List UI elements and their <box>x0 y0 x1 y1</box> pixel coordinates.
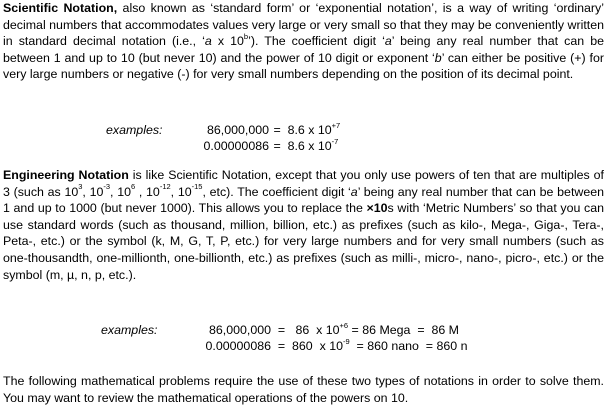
paragraph-text: ’ being any real number that can be between 1 and up to 10 (but never 10) and the power of 10 digit or exponent ‘ <box>3 34 604 65</box>
italic-variable: a <box>204 34 212 49</box>
paragraph-text: ’ being any real number that can be between 1 and up to 1000 (but never 1000). This allows you to replace the <box>3 184 605 216</box>
exponent: 6 <box>130 182 136 192</box>
example-result-text: = 8.6 x 10 <box>270 139 332 153</box>
example-value: 86,000,000 <box>208 323 271 337</box>
engineering-notation-paragraph <box>3 167 604 283</box>
paragraph-text: , 10 <box>82 184 104 199</box>
paragraph-text: is like Scientific Notation, except that you only use powers of ten that are multiples of 3 (such as 10 <box>3 168 604 199</box>
scientific-notation-term: Scientific Notation, <box>3 1 118 15</box>
examples-label: examples: <box>106 123 163 137</box>
bold-times-ten: ×10 <box>366 201 388 216</box>
example-result-text: = 860 x 10 <box>271 339 343 353</box>
italic-variable: a <box>350 184 358 199</box>
paragraph-text: , 10 <box>110 184 131 199</box>
scientific-notation-paragraph <box>3 0 604 83</box>
examples-label: examples: <box>101 323 158 337</box>
example-result <box>271 338 467 355</box>
example-value: 86,000,000 <box>206 123 269 137</box>
exponent: -15 <box>191 182 203 192</box>
example-value: 0.00000086 <box>203 139 269 153</box>
paragraph-text: , 10 <box>170 184 192 199</box>
closing-paragraph: The following mathematical problems require the use of these two types of notations in order to solve them. You may want to review the mathematical operations of the powers on 10. <box>3 374 604 405</box>
paragraph-text: , etc). The coefficient digit ‘ <box>202 184 351 199</box>
example-result <box>270 122 340 139</box>
example-value: 0.00000086 <box>205 339 271 353</box>
exponent: -12 <box>159 182 171 192</box>
italic-variable: a <box>384 34 392 49</box>
example-result-text: = 8.6 x 10 <box>270 123 332 137</box>
exponent: 3 <box>78 182 83 192</box>
example-result-text: = 860 nano = 860 n <box>349 339 468 353</box>
engineering-examples <box>0 322 607 356</box>
paragraph-text: x 10 <box>211 34 244 49</box>
paragraph-text: ’). The coefficient digit ‘ <box>248 34 385 49</box>
engineering-notation-term: Engineering Notation <box>3 168 129 182</box>
italic-variable: b <box>434 50 442 65</box>
example-result <box>271 322 459 339</box>
exponent: -3 <box>103 182 111 192</box>
exponent: b <box>243 32 249 42</box>
exponent: -9 <box>342 336 350 346</box>
example-result <box>270 138 338 155</box>
exponent: -7 <box>331 136 339 146</box>
paragraph-text: , 10 <box>135 184 160 199</box>
example-result-text: = 86 Mega = 86 M <box>348 323 460 337</box>
paragraph-text: s with ‘Metric Numbers’ so that you can use standard words (such as thousand, million, billion, etc.) as prefixes (such as kilo-, Mega-, Giga-, Tera-, Peta-, etc.) or the symbol (k, M, G, T, P, etc.) for very large numbers and for very small numbers (such as one-thousandth, one-millionth, one-billionth, etc.) as prefixes (such as milli-, micro-, nano-, picro-, etc.) or the symbol (m, µ, n, p, etc.). <box>3 201 604 282</box>
example-result-text: = 86 x 10 <box>271 323 340 337</box>
paragraph-text: ’ can either be positive (+) for very large numbers or negative (-) for very small numbers depending on the position of its decimal point. <box>3 50 604 82</box>
exponent: +6 <box>339 320 349 330</box>
scientific-examples <box>0 122 607 156</box>
exponent: +7 <box>331 120 341 130</box>
paragraph-text: also known as ‘standard form’ or ‘exponential notation’, is a way of writing ‘ordinary’ decimal numbers that accommodates values very large or very small so that they may be conveniently written in standard decimal notation (i.e., ‘ <box>3 1 604 49</box>
